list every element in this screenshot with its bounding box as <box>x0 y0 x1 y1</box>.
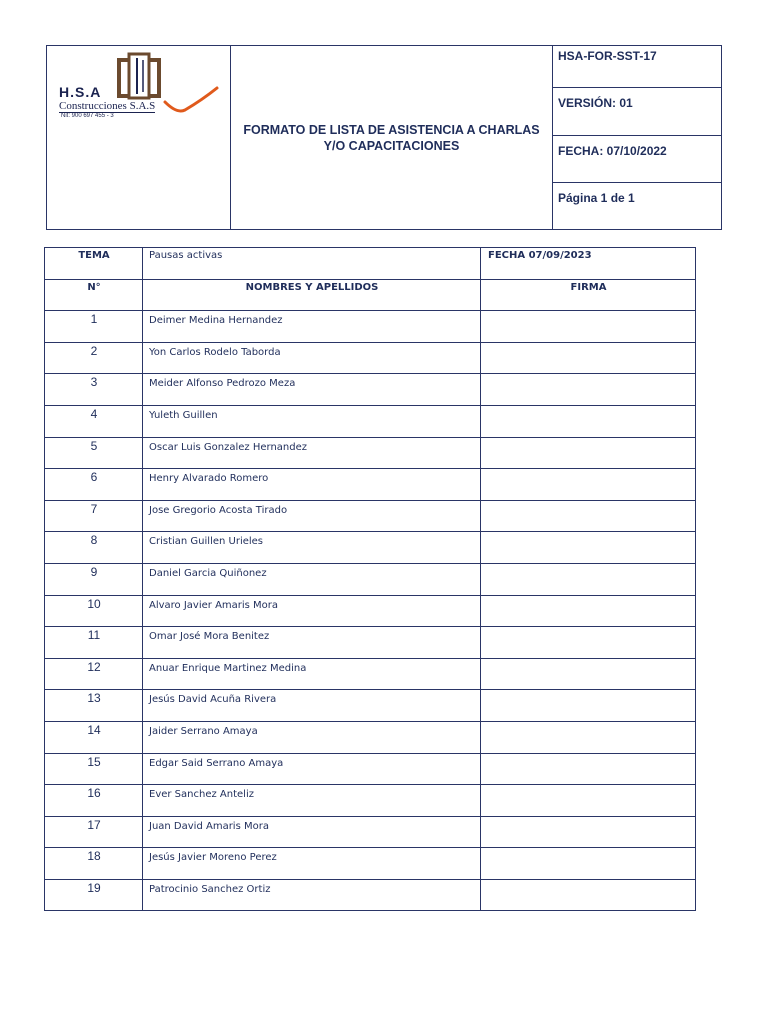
logo-cell <box>47 46 231 229</box>
signature-cell[interactable] <box>481 500 696 532</box>
attendee-name: Daniel Garcia Quiñonez <box>143 563 481 595</box>
column-header-row <box>45 279 696 311</box>
row-number: 7 <box>45 500 143 532</box>
row-number: 2 <box>45 342 143 374</box>
row-number: 9 <box>45 563 143 595</box>
document-page: Página 1 de 1 <box>558 190 635 205</box>
row-number: 4 <box>45 405 143 437</box>
signature-cell[interactable] <box>481 437 696 469</box>
document-date: FECHA: 07/10/2022 <box>553 136 721 183</box>
row-number: 17 <box>45 816 143 848</box>
col-header-number: N° <box>45 279 143 311</box>
row-number: 5 <box>45 437 143 469</box>
table-row <box>45 405 696 437</box>
attendee-name: Yuleth Guillen <box>143 405 481 437</box>
signature-cell[interactable] <box>481 374 696 406</box>
document-meta <box>553 46 721 229</box>
company-logo <box>57 50 227 126</box>
attendance-table <box>44 247 696 911</box>
tema-value: Pausas activas <box>143 248 481 280</box>
table-row <box>45 816 696 848</box>
attendee-name: Meider Alfonso Pedrozo Meza <box>143 374 481 406</box>
table-row <box>45 532 696 564</box>
title-line-2: Y/O CAPACITACIONES <box>323 138 460 153</box>
attendee-name: Oscar Luis Gonzalez Hernandez <box>143 437 481 469</box>
document-header <box>46 45 722 230</box>
table-row <box>45 500 696 532</box>
document-code: HSA-FOR-SST-17 <box>553 46 721 88</box>
row-number: 18 <box>45 848 143 880</box>
session-date: FECHA 07/09/2023 <box>481 248 696 280</box>
row-number: 3 <box>45 374 143 406</box>
row-number: 12 <box>45 658 143 690</box>
attendee-name: Omar José Mora Benitez <box>143 627 481 659</box>
tema-label: TEMA <box>45 248 143 280</box>
table-row <box>45 848 696 880</box>
attendee-name: Cristian Guillen Urieles <box>143 532 481 564</box>
signature-cell[interactable] <box>481 405 696 437</box>
signature-cell[interactable] <box>481 721 696 753</box>
row-number: 14 <box>45 721 143 753</box>
attendee-name: Juan David Amaris Mora <box>143 816 481 848</box>
attendee-name: Ever Sanchez Anteliz <box>143 785 481 817</box>
col-header-signature: FIRMA <box>481 279 696 311</box>
signature-cell[interactable] <box>481 690 696 722</box>
table-row <box>45 627 696 659</box>
row-number: 1 <box>45 311 143 343</box>
signature-cell[interactable] <box>481 469 696 501</box>
signature-cell[interactable] <box>481 848 696 880</box>
row-number: 8 <box>45 532 143 564</box>
signature-cell[interactable] <box>481 563 696 595</box>
row-number: 11 <box>45 627 143 659</box>
table-row <box>45 595 696 627</box>
row-number: 10 <box>45 595 143 627</box>
signature-cell[interactable] <box>481 753 696 785</box>
signature-cell[interactable] <box>481 342 696 374</box>
attendee-name: Alvaro Javier Amaris Mora <box>143 595 481 627</box>
row-number: 15 <box>45 753 143 785</box>
signature-cell[interactable] <box>481 785 696 817</box>
logo-nit: Nit: 900 697 455 - 3 <box>61 113 114 119</box>
attendee-name: Henry Alvarado Romero <box>143 469 481 501</box>
document-title <box>231 46 553 229</box>
table-row <box>45 721 696 753</box>
signature-cell[interactable] <box>481 879 696 911</box>
attendee-name: Edgar Said Serrano Amaya <box>143 753 481 785</box>
table-row <box>45 658 696 690</box>
table-row <box>45 311 696 343</box>
attendee-name: Jesús Javier Moreno Perez <box>143 848 481 880</box>
attendee-name: Jose Gregorio Acosta Tirado <box>143 500 481 532</box>
row-number: 13 <box>45 690 143 722</box>
attendee-name: Deimer Medina Hernandez <box>143 311 481 343</box>
table-row <box>45 690 696 722</box>
attendee-name: Yon Carlos Rodelo Taborda <box>143 342 481 374</box>
signature-cell[interactable] <box>481 311 696 343</box>
logo-company-name: Construcciones S.A.S <box>59 100 156 112</box>
attendee-name: Jaider Serrano Amaya <box>143 721 481 753</box>
document-version: VERSIÓN: 01 <box>553 88 721 135</box>
table-row <box>45 753 696 785</box>
row-number: 16 <box>45 785 143 817</box>
attendee-name: Anuar Enrique Martinez Medina <box>143 658 481 690</box>
logo-brand: H.S.A <box>59 84 102 100</box>
signature-cell[interactable] <box>481 595 696 627</box>
table-row <box>45 374 696 406</box>
table-row <box>45 342 696 374</box>
table-row <box>45 437 696 469</box>
table-row <box>45 785 696 817</box>
signature-cell[interactable] <box>481 816 696 848</box>
table-row <box>45 469 696 501</box>
table-row <box>45 879 696 911</box>
signature-cell[interactable] <box>481 627 696 659</box>
row-number: 19 <box>45 879 143 911</box>
title-line-1: FORMATO DE LISTA DE ASISTENCIA A CHARLAS <box>243 122 540 137</box>
row-number: 6 <box>45 469 143 501</box>
col-header-name: NOMBRES Y APELLIDOS <box>143 279 481 311</box>
signature-cell[interactable] <box>481 658 696 690</box>
table-row <box>45 563 696 595</box>
tema-row <box>45 248 696 280</box>
attendee-name: Jesús David Acuña Rivera <box>143 690 481 722</box>
attendee-name: Patrocinio Sanchez Ortiz <box>143 879 481 911</box>
signature-cell[interactable] <box>481 532 696 564</box>
